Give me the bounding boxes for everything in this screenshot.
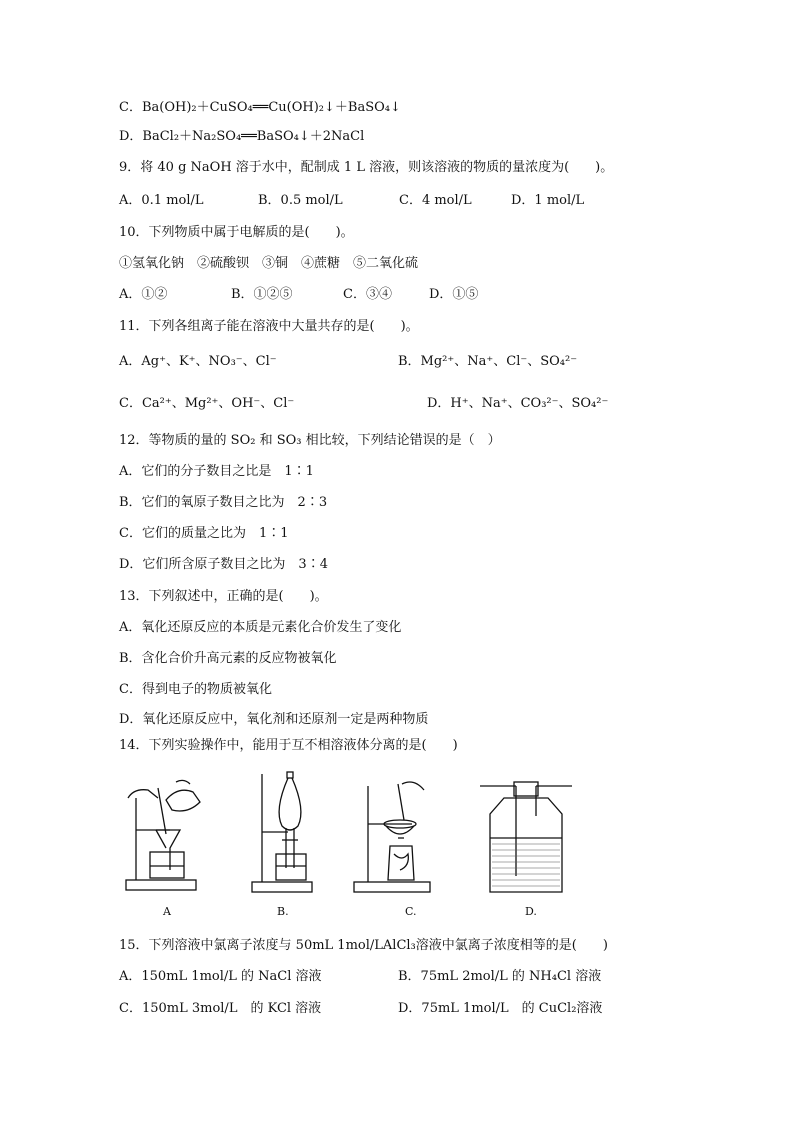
- q11-option-d: D．H⁺、Na⁺、CO₃²⁻、SO₄²⁻: [427, 396, 609, 411]
- q13-option-d: D．氧化还原反应中，氧化剂和还原剂一定是两种物质: [119, 712, 429, 727]
- q11-option-b: B．Mg²⁺、Na⁺、Cl⁻、SO₄²⁻: [398, 354, 578, 369]
- q11-option-c: C．Ca²⁺、Mg²⁺、OH⁻、Cl⁻: [119, 396, 295, 411]
- apparatus-d-gas-washing-bottle: [476, 776, 576, 896]
- apparatus-label-b: B.: [277, 905, 289, 918]
- q13-option-a: A．氧化还原反应的本质是元素化合价发生了变化: [119, 620, 402, 635]
- q9-option-a: A．0.1 mol/L: [119, 193, 204, 208]
- q13-option-b: B．含化合价升高元素的反应物被氧化: [119, 651, 337, 666]
- q11-option-a: A．Ag⁺、K⁺、NO₃⁻、Cl⁻: [119, 354, 277, 369]
- q10-items: ①氢氧化钠 ②硫酸钡 ③铜 ④蔗糖 ⑤二氧化硫: [119, 256, 419, 271]
- q10-option-d: D．①⑤: [429, 287, 479, 302]
- apparatus-c-evaporation: [352, 770, 437, 898]
- q15-stem: 15．下列溶液中氯离子浓度与 50mL 1mol/LAlCl₃溶液中氯离子浓度相等的是( ): [119, 938, 608, 953]
- q8-option-d: D．BaCl₂＋Na₂SO₄══BaSO₄↓＋2NaCl: [119, 129, 365, 144]
- apparatus-label-d: D.: [525, 905, 537, 918]
- q10-option-b: B．①②⑤: [231, 287, 293, 302]
- q15-option-b: B．75mL 2mol/L 的 NH₄Cl 溶液: [398, 969, 602, 984]
- q12-option-d: D．它们所含原子数目之比为 3∶4: [119, 557, 328, 572]
- q12-option-a: A．它们的分子数目之比是 1∶1: [119, 464, 314, 479]
- q15-option-d: D．75mL 1mol/L 的 CuCl₂溶液: [398, 1001, 603, 1016]
- q15-option-a: A．150mL 1mol/L 的 NaCl 溶液: [119, 969, 322, 984]
- apparatus-label-c: C.: [405, 905, 417, 918]
- q9-option-d: D．1 mol/L: [511, 193, 585, 208]
- apparatus-label-a: A: [163, 905, 171, 918]
- q12-option-c: C．它们的质量之比为 1∶1: [119, 526, 289, 541]
- apparatus-b-separatory-funnel: [248, 770, 318, 898]
- q10-stem: 10．下列物质中属于电解质的是( )。: [119, 225, 354, 240]
- q10-option-c: C．③④: [343, 287, 392, 302]
- q9-option-b: B．0.5 mol/L: [258, 193, 343, 208]
- q8-option-c: C．Ba(OH)₂＋CuSO₄══Cu(OH)₂↓＋BaSO₄↓: [119, 100, 401, 115]
- q11-stem: 11．下列各组离子能在溶液中大量共存的是( )。: [119, 319, 419, 334]
- q13-stem: 13．下列叙述中，正确的是( )。: [119, 589, 328, 604]
- q14-stem: 14．下列实验操作中，能用于互不相溶液体分离的是( ): [119, 738, 458, 753]
- q12-option-b: B．它们的氧原子数目之比为 2∶3: [119, 495, 328, 510]
- q9-option-c: C．4 mol/L: [399, 193, 472, 208]
- apparatus-a-filtration: [118, 768, 208, 898]
- q10-option-a: A．①②: [119, 287, 168, 302]
- q15-option-c: C．150mL 3mol/L 的 KCl 溶液: [119, 1001, 322, 1016]
- q13-option-c: C．得到电子的物质被氧化: [119, 682, 272, 697]
- q9-stem: 9．将 40 g NaOH 溶于水中，配制成 1 L 溶液，则该溶液的物质的量浓度为( )。: [119, 160, 614, 175]
- q12-stem: 12．等物质的量的 SO₂ 和 SO₃ 相比较，下列结论错误的是（ ）: [119, 433, 501, 448]
